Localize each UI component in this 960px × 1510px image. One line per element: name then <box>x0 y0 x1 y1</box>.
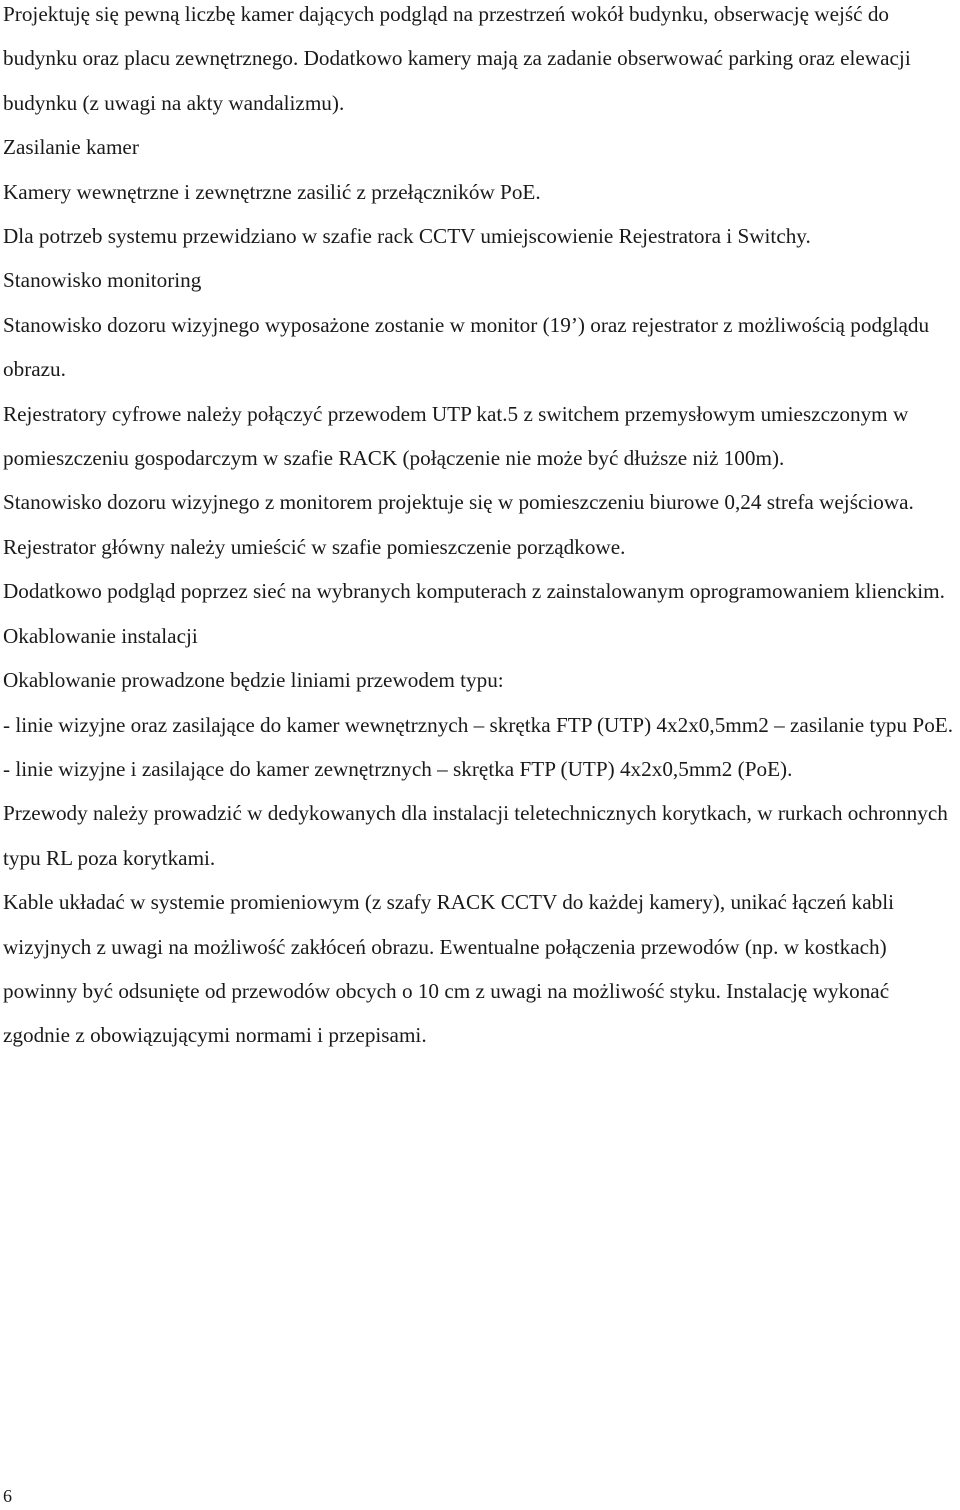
page-number: 6 <box>3 1486 12 1506</box>
paragraph-cable-routing: Przewody należy prowadzić w dedykowanych dla instalacji teletechnicznych korytkach, w rurkach ochronnych typu RL poza korytkami. <box>3 801 948 870</box>
paragraph-station-location: Stanowisko dozoru wizyjnego z monitorem projektuje się w pomieszczeniu biurowe 0,24 strefa wejściowa. <box>3 490 914 515</box>
paragraph-recorders: Rejestratory cyfrowe należy połączyć przewodem UTP kat.5 z switchem przemysłowym umieszczonym w pomieszczeniu gospodarczym w szafie RACK (połączenie nie może być dłuższe niż 100m). <box>3 401 909 471</box>
section-heading-monitoring: Stanowisko monitoring <box>3 268 202 293</box>
section-heading-cabling: Okablowanie instalacji <box>3 623 198 648</box>
section-heading-camera-power: Zasilanie kamer <box>3 135 139 160</box>
paragraph-cabling-intro: Okablowanie prowadzone będzie liniami przewodem typu: <box>3 668 504 693</box>
document-body <box>3 0 959 1058</box>
paragraph-camera-power: Kamery wewnętrzne i zewnętrzne zasilić z przełączników PoE. <box>3 179 541 204</box>
paragraph-network-preview: Dodatkowo podgląd poprzez sieć na wybranych komputerach z zainstalowanym oprogramowaniem klienckim. <box>3 579 945 604</box>
paragraph-main-recorder: Rejestrator główny należy umieścić w szafie pomieszczenie porządkowe. <box>3 534 626 559</box>
paragraph-intro: Projektuję się pewną liczbę kamer dających podgląd na przestrzeń wokół budynku, obserwację wejść do budynku oraz placu zewnętrznego. Dodatkowo kamery mają za zadanie obserwować parking oraz elewacji budynku (z uwagi na akty wandalizmu). <box>3 2 911 115</box>
paragraph-rack: Dla potrzeb systemu przewidziano w szafie rack CCTV umiejscowienie Rejestratora i Switchy. <box>3 224 811 249</box>
list-item-external-lines: - linie wizyjne i zasilające do kamer zewnętrznych – skrętka FTP (UTP) 4x2x0,5mm2 (PoE). <box>3 756 793 781</box>
list-item-internal-lines: - linie wizyjne oraz zasilające do kamer wewnętrznych – skrętka FTP (UTP) 4x2x0,5mm2 – zasilanie typu PoE. <box>3 712 954 737</box>
paragraph-cable-installation: Kable układać w systemie promieniowym (z szafy RACK CCTV do każdej kamery), unikać łączeń kabli wizyjnych z uwagi na możliwość zakłóceń obrazu. Ewentualne połączenia przewodów (np. w kostkach) powinny być odsunięte od przewodów obcych o 10 cm z uwagi na możliwość styku. Instalację wykonać zgodnie z obowiązującymi normami i przepisami. <box>3 890 894 1048</box>
paragraph-monitoring-station: Stanowisko dozoru wizyjnego wyposażone zostanie w monitor (19’) oraz rejestrator z możliwością podglądu obrazu. <box>3 312 930 382</box>
